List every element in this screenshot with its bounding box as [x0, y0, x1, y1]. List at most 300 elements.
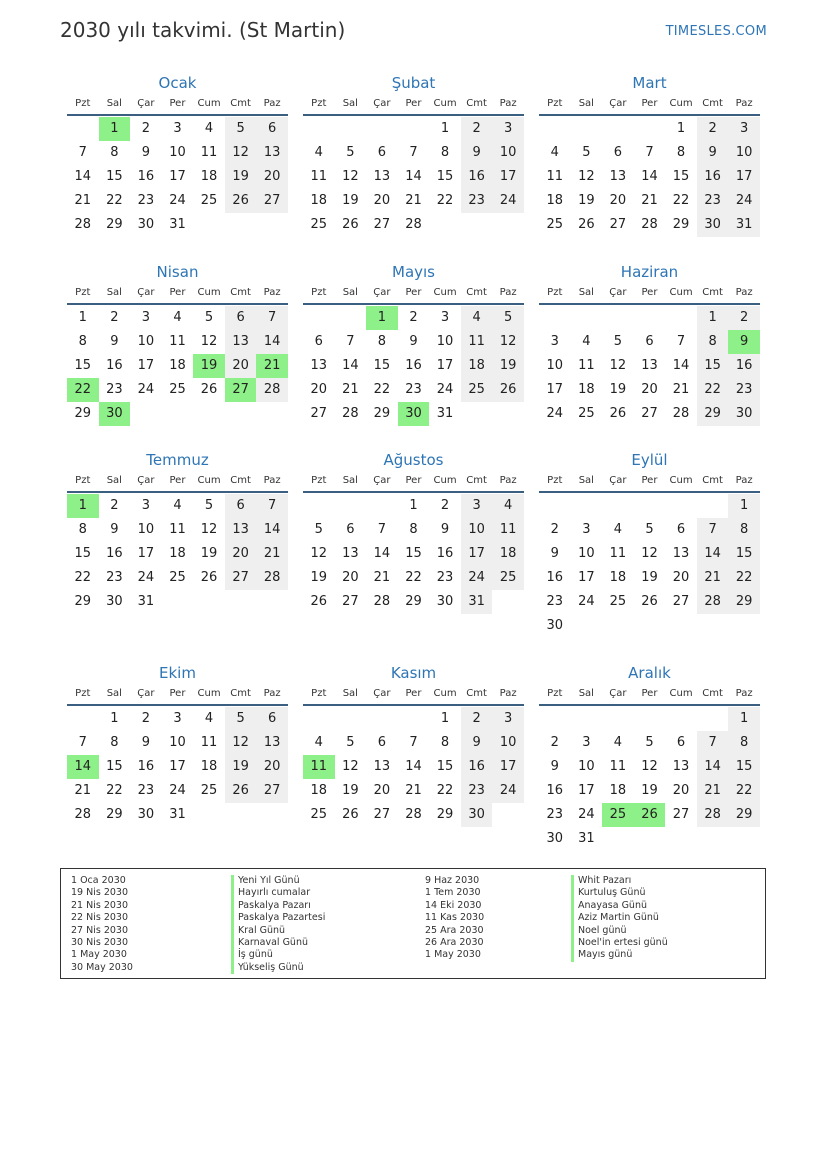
day-cell: 8	[697, 330, 729, 354]
day-cell: 1	[728, 494, 760, 518]
day-cell: 3	[141, 498, 151, 513]
day-cell: 10	[578, 759, 595, 774]
day-cell: 10	[169, 735, 186, 750]
empty-cell	[697, 707, 729, 731]
day-cell: 23	[546, 594, 564, 609]
weekday-label: Çar	[373, 287, 391, 298]
day-cell: 3	[550, 334, 559, 349]
day-cell: 24	[492, 189, 524, 213]
empty-cell	[303, 494, 335, 518]
legend-holiday-name: Kurtuluş Günü	[571, 887, 668, 899]
day-cell: 16	[697, 165, 729, 189]
day-cell: 27	[672, 807, 690, 822]
day-cell: 20	[310, 382, 328, 397]
legend-holiday-name: Yeni Yıl Günü	[231, 875, 325, 887]
day-cell: 23	[137, 193, 155, 208]
day-cell: 1	[409, 498, 418, 513]
day-cell: 11	[609, 759, 627, 774]
empty-cell	[303, 117, 335, 141]
day-cell: 26	[342, 217, 359, 232]
day-cell: 4	[550, 145, 559, 160]
legend-dates-column-1	[71, 875, 133, 974]
weekday-label: Paz	[263, 475, 281, 486]
empty-cell	[67, 707, 99, 731]
empty-cell	[398, 707, 430, 731]
day-cell: 7	[676, 334, 686, 349]
day-cell: 26	[225, 189, 257, 213]
day-cell: 9	[550, 546, 559, 561]
weekday-label: Sal	[342, 475, 358, 486]
weekday-header	[539, 684, 760, 706]
legend-holiday-name: Anayasa Günü	[571, 900, 668, 912]
day-grid	[67, 306, 288, 426]
day-cell: 28	[256, 378, 288, 402]
day-grid	[539, 494, 760, 638]
day-cell: 17	[578, 783, 595, 798]
weekday-label: Per	[169, 688, 186, 699]
day-cell: 8	[440, 145, 450, 160]
day-cell: 4	[461, 306, 493, 330]
day-cell: 16	[405, 358, 422, 373]
day-cell: 5	[613, 334, 623, 349]
weekday-label: Sal	[578, 98, 594, 109]
weekday-label: Per	[405, 98, 422, 109]
day-cell: 2	[141, 121, 151, 136]
holiday-legend	[60, 868, 766, 979]
day-cell: 23	[697, 189, 729, 213]
empty-cell	[366, 494, 398, 518]
day-cell: 31	[137, 594, 155, 609]
day-cell: 11	[492, 518, 524, 542]
day-cell: 21	[74, 193, 92, 208]
weekday-label: Çar	[373, 475, 391, 486]
day-cell: 13	[609, 169, 627, 184]
day-cell: 19	[342, 783, 359, 798]
empty-cell	[634, 494, 666, 518]
legend-date: 11 Kas 2030	[425, 912, 485, 924]
day-cell: 31	[578, 831, 595, 846]
day-cell: 21	[373, 570, 391, 585]
day-cell: 30	[546, 618, 564, 633]
day-cell: 27	[225, 566, 257, 590]
weekday-header	[303, 94, 524, 116]
day-cell: 7	[78, 735, 87, 750]
legend-date: 1 May 2030	[425, 949, 481, 961]
day-cell: 20	[225, 354, 257, 378]
month-block	[67, 662, 288, 827]
day-cell: 16	[106, 546, 123, 561]
day-cell: 17	[492, 755, 524, 779]
day-cell: 29	[106, 217, 123, 232]
weekday-label: Cum	[669, 688, 693, 699]
day-cell: 9	[409, 334, 418, 349]
day-cell: 28	[405, 807, 422, 822]
day-cell: 6	[256, 117, 288, 141]
day-cell: 14	[405, 169, 422, 184]
day-cell: 21	[74, 783, 92, 798]
day-cell: 31	[436, 406, 454, 421]
month-block	[539, 662, 760, 851]
day-cell: 27	[641, 406, 658, 421]
day-cell: 2	[440, 498, 450, 513]
day-cell: 2	[461, 117, 493, 141]
day-cell: 6	[613, 145, 623, 160]
weekday-label: Sal	[342, 98, 358, 109]
empty-cell	[571, 707, 603, 731]
weekday-header	[303, 684, 524, 706]
day-cell: 1	[78, 310, 87, 325]
empty-cell	[303, 707, 335, 731]
day-cell: 25	[169, 382, 186, 397]
day-grid	[303, 707, 524, 827]
day-cell: 16	[137, 759, 155, 774]
day-cell: 12	[609, 358, 627, 373]
month-name: Ağustos	[383, 451, 444, 469]
day-cell: 17	[137, 546, 155, 561]
day-cell: 10	[578, 546, 595, 561]
day-cell: 19	[641, 570, 658, 585]
weekday-label: Paz	[735, 98, 753, 109]
weekday-label: Per	[641, 688, 658, 699]
day-cell: 28	[342, 406, 359, 421]
day-cell: 26	[641, 594, 658, 609]
day-cell: 28	[256, 566, 288, 590]
day-cell: 13	[256, 731, 288, 755]
brand-logo[interactable]: TIMESLES.COM	[665, 24, 767, 39]
weekday-label: Paz	[735, 287, 753, 298]
weekday-label: Cmt	[702, 98, 723, 109]
day-cell: 15	[106, 759, 123, 774]
day-cell: 5	[346, 735, 355, 750]
day-cell: 10	[137, 334, 155, 349]
day-cell: 20	[256, 165, 288, 189]
day-cell: 11	[609, 546, 627, 561]
day-cell: 23	[436, 570, 454, 585]
day-cell: 6	[346, 522, 355, 537]
day-cell: 10	[546, 358, 564, 373]
day-cell: 23	[137, 783, 155, 798]
day-cell: 30	[546, 831, 564, 846]
holiday-day-cell: 26	[634, 803, 666, 827]
day-cell: 18	[609, 783, 627, 798]
weekday-label: Per	[641, 475, 658, 486]
weekday-label: Cmt	[702, 688, 723, 699]
day-cell: 1	[440, 121, 450, 136]
legend-holiday-name: Hayırlı cumalar	[231, 887, 325, 899]
day-cell: 11	[200, 145, 218, 160]
day-grid	[303, 494, 524, 614]
day-cell: 22	[74, 570, 92, 585]
day-cell: 2	[461, 707, 493, 731]
month-name: Ekim	[159, 664, 196, 682]
holiday-day-cell: 22	[67, 378, 99, 402]
day-cell: 5	[346, 145, 355, 160]
legend-date: 1 Oca 2030	[71, 875, 126, 886]
day-cell: 9	[440, 522, 450, 537]
month-block	[67, 72, 288, 237]
day-cell: 7	[697, 518, 729, 542]
day-cell: 1	[697, 306, 729, 330]
legend-holiday-name: Mayıs günü	[571, 949, 668, 961]
month-name: Aralık	[628, 664, 671, 682]
day-cell: 30	[461, 803, 493, 827]
day-cell: 18	[169, 546, 186, 561]
day-cell: 25	[169, 570, 186, 585]
day-cell: 26	[609, 406, 627, 421]
weekday-label: Cum	[433, 688, 457, 699]
legend-date: 30 May 2030	[71, 961, 133, 973]
weekday-label: Pzt	[547, 287, 563, 298]
day-cell: 14	[697, 542, 729, 566]
weekday-label: Cmt	[230, 688, 251, 699]
day-cell: 8	[440, 735, 450, 750]
day-cell: 28	[641, 217, 658, 232]
day-cell: 4	[314, 735, 323, 750]
day-cell: 12	[310, 546, 328, 561]
day-cell: 4	[613, 735, 623, 750]
weekday-label: Cum	[197, 287, 221, 298]
holiday-day-cell: 9	[728, 330, 760, 354]
day-cell: 14	[342, 358, 359, 373]
day-cell: 25	[310, 807, 328, 822]
day-cell: 24	[436, 382, 454, 397]
day-cell: 18	[310, 193, 328, 208]
day-grid	[303, 306, 524, 426]
day-cell: 20	[641, 382, 658, 397]
empty-cell	[366, 117, 398, 141]
day-cell: 11	[461, 330, 493, 354]
day-cell: 26	[342, 807, 359, 822]
day-cell: 8	[78, 522, 87, 537]
day-cell: 12	[641, 759, 658, 774]
day-cell: 2	[550, 522, 559, 537]
month-name: Kasım	[390, 664, 437, 682]
month-name: Haziran	[620, 263, 679, 281]
day-cell: 4	[204, 711, 214, 726]
weekday-label: Per	[169, 287, 186, 298]
day-cell: 7	[409, 735, 418, 750]
day-cell: 3	[492, 117, 524, 141]
day-cell: 19	[641, 783, 658, 798]
legend-holiday-name: Paskalya Pazarı	[231, 900, 325, 912]
day-cell: 1	[728, 707, 760, 731]
legend-holiday-name: Karnaval Günü	[231, 937, 325, 949]
day-cell: 6	[256, 707, 288, 731]
day-cell: 27	[310, 406, 328, 421]
empty-cell	[665, 306, 697, 330]
day-cell: 27	[373, 217, 391, 232]
day-cell: 9	[697, 141, 729, 165]
day-cell: 13	[310, 358, 328, 373]
weekday-label: Çar	[609, 98, 627, 109]
day-cell: 3	[173, 711, 182, 726]
empty-cell	[634, 117, 666, 141]
month-block	[303, 72, 524, 237]
day-cell: 17	[169, 759, 186, 774]
weekday-label: Cmt	[466, 98, 487, 109]
day-cell: 21	[697, 566, 729, 590]
day-cell: 20	[672, 783, 690, 798]
day-cell: 26	[225, 779, 257, 803]
day-cell: 25	[492, 566, 524, 590]
weekday-label: Per	[405, 287, 422, 298]
legend-date: 22 Nis 2030	[71, 912, 128, 924]
day-cell: 17	[546, 382, 564, 397]
month-name: Eylül	[631, 451, 668, 469]
empty-cell	[539, 707, 571, 731]
day-cell: 25	[609, 594, 627, 609]
weekday-label: Cmt	[230, 98, 251, 109]
weekday-label: Per	[169, 98, 186, 109]
weekday-label: Sal	[106, 98, 122, 109]
weekday-label: Pzt	[75, 98, 91, 109]
day-cell: 6	[377, 735, 387, 750]
day-cell: 29	[74, 594, 92, 609]
day-cell: 29	[405, 594, 422, 609]
day-grid	[67, 117, 288, 237]
weekday-label: Sal	[106, 287, 122, 298]
legend-date: 25 Ara 2030	[425, 924, 484, 936]
legend-names-column-2	[571, 875, 668, 962]
day-cell: 28	[697, 803, 729, 827]
day-cell: 18	[310, 783, 328, 798]
day-cell: 19	[578, 193, 595, 208]
day-cell: 28	[672, 406, 690, 421]
day-cell: 20	[609, 193, 627, 208]
legend-holiday-name: Noel'in ertesi günü	[571, 937, 668, 949]
empty-cell	[602, 117, 634, 141]
day-cell: 19	[342, 193, 359, 208]
day-cell: 27	[672, 594, 690, 609]
day-cell: 15	[373, 358, 391, 373]
weekday-label: Cum	[197, 475, 221, 486]
page-title: 2030 yılı takvimi. (St Martin)	[60, 18, 346, 42]
day-cell: 3	[141, 310, 151, 325]
weekday-label: Sal	[578, 475, 594, 486]
legend-date: 14 Eki 2030	[425, 899, 482, 911]
month-block	[539, 72, 760, 237]
day-cell: 2	[141, 711, 151, 726]
day-cell: 6	[676, 522, 686, 537]
day-cell: 5	[492, 306, 524, 330]
holiday-day-cell: 21	[256, 354, 288, 378]
day-cell: 14	[373, 546, 391, 561]
day-cell: 18	[546, 193, 564, 208]
day-cell: 10	[728, 141, 760, 165]
day-cell: 18	[609, 570, 627, 585]
day-cell: 29	[74, 406, 92, 421]
day-cell: 14	[697, 755, 729, 779]
day-cell: 17	[137, 358, 155, 373]
day-cell: 20	[373, 783, 391, 798]
month-name: Ocak	[158, 74, 197, 92]
day-cell: 24	[461, 566, 493, 590]
day-cell: 15	[697, 354, 729, 378]
day-cell: 28	[74, 217, 92, 232]
day-cell: 8	[728, 731, 760, 755]
weekday-label: Sal	[578, 688, 594, 699]
day-cell: 12	[641, 546, 658, 561]
weekday-label: Çar	[609, 688, 627, 699]
day-cell: 12	[225, 141, 257, 165]
day-cell: 23	[106, 570, 123, 585]
weekday-label: Pzt	[75, 475, 91, 486]
day-cell: 5	[225, 117, 257, 141]
legend-date: 30 Nis 2030	[71, 936, 128, 948]
weekday-label: Cum	[433, 98, 457, 109]
day-cell: 25	[578, 406, 595, 421]
day-cell: 20	[373, 193, 391, 208]
day-cell: 8	[676, 145, 686, 160]
day-cell: 13	[373, 169, 391, 184]
legend-date: 21 Nis 2030	[71, 899, 128, 911]
empty-cell	[602, 494, 634, 518]
day-cell: 13	[342, 546, 359, 561]
day-cell: 26	[492, 378, 524, 402]
day-cell: 10	[436, 334, 454, 349]
day-cell: 17	[492, 165, 524, 189]
month-block	[67, 449, 288, 614]
day-cell: 16	[137, 169, 155, 184]
day-cell: 25	[200, 193, 218, 208]
day-cell: 11	[578, 358, 595, 373]
weekday-label: Pzt	[75, 688, 91, 699]
day-cell: 3	[728, 117, 760, 141]
day-cell: 27	[256, 779, 288, 803]
day-cell: 19	[225, 165, 257, 189]
day-cell: 14	[672, 358, 690, 373]
weekday-label: Pzt	[311, 688, 327, 699]
day-cell: 11	[200, 735, 218, 750]
day-cell: 9	[550, 759, 559, 774]
weekday-label: Cum	[197, 98, 221, 109]
day-cell: 22	[436, 193, 454, 208]
weekday-label: Pzt	[547, 475, 563, 486]
day-cell: 21	[256, 542, 288, 566]
day-cell: 3	[440, 310, 450, 325]
day-cell: 23	[461, 779, 493, 803]
empty-cell	[602, 707, 634, 731]
day-cell: 17	[461, 542, 493, 566]
day-cell: 27	[256, 189, 288, 213]
day-cell: 30	[697, 213, 729, 237]
day-cell: 21	[405, 193, 422, 208]
day-cell: 11	[169, 334, 186, 349]
day-cell: 23	[106, 382, 123, 397]
weekday-label: Cum	[669, 98, 693, 109]
weekday-header	[303, 283, 524, 305]
holiday-day-cell: 27	[225, 378, 257, 402]
weekday-label: Per	[641, 98, 658, 109]
day-cell: 1	[676, 121, 686, 136]
month-block	[303, 662, 524, 827]
weekday-label: Cmt	[466, 287, 487, 298]
day-cell: 6	[645, 334, 654, 349]
day-cell: 4	[582, 334, 591, 349]
empty-cell	[634, 306, 666, 330]
weekday-label: Sal	[342, 287, 358, 298]
day-cell: 20	[256, 755, 288, 779]
day-cell: 10	[137, 522, 155, 537]
day-cell: 12	[200, 522, 218, 537]
day-cell: 27	[609, 217, 627, 232]
day-cell: 5	[225, 707, 257, 731]
day-cell: 29	[672, 217, 690, 232]
empty-cell	[539, 117, 571, 141]
weekday-label: Paz	[499, 287, 517, 298]
legend-holiday-name: Aziz Martin Günü	[571, 912, 668, 924]
day-cell: 8	[78, 334, 87, 349]
